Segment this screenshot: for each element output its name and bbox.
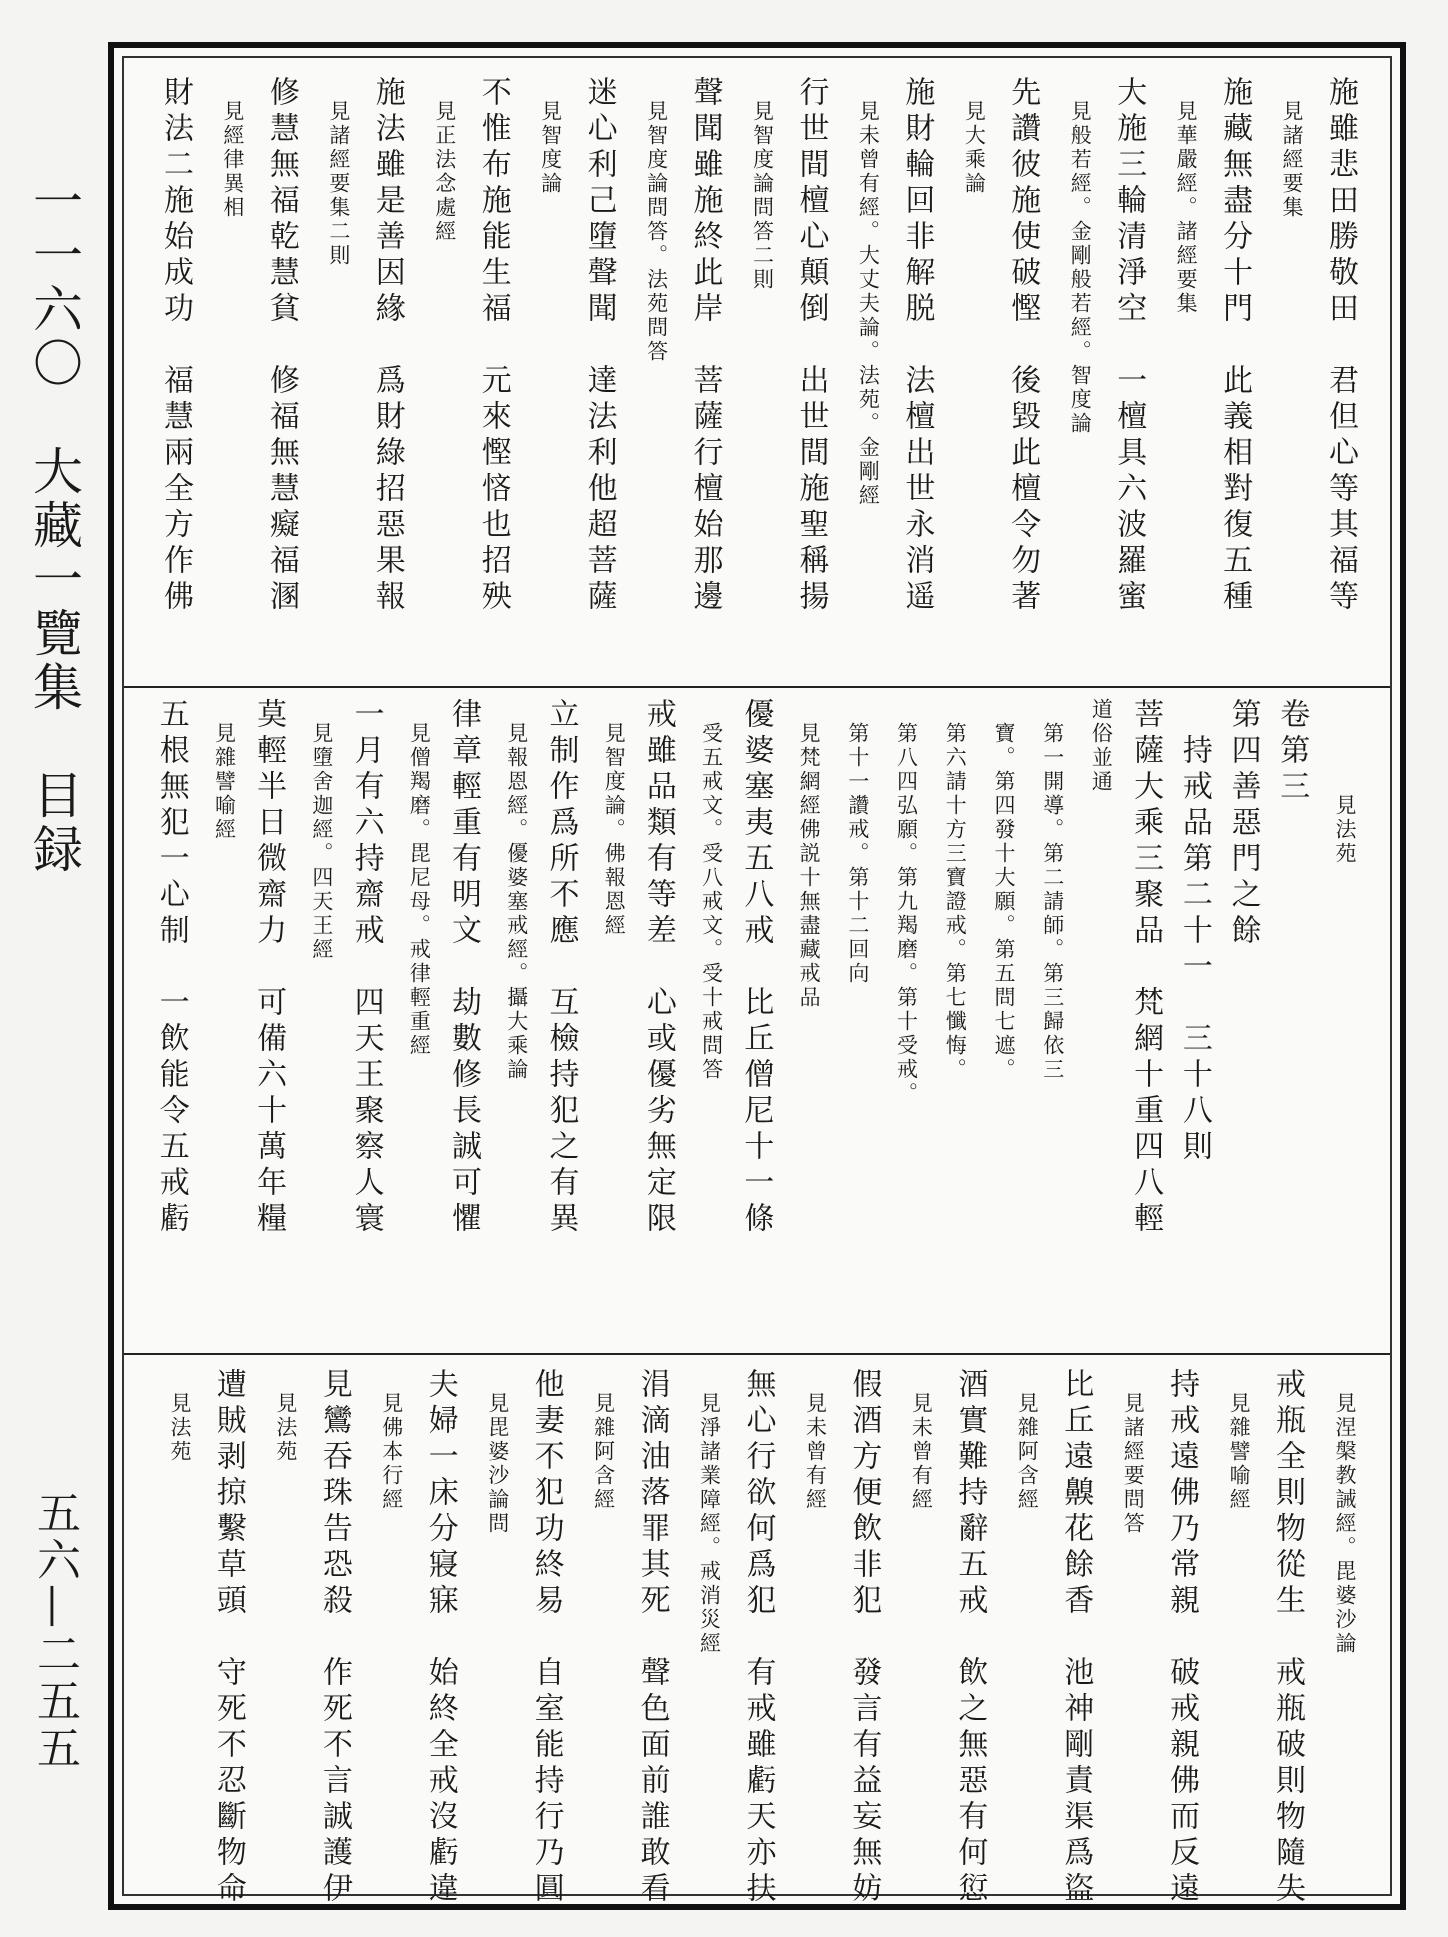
text-column-note: 見僧羯磨。毘尼母。戒律輕重經 [407,698,432,1058]
text-column-main: 施法雖是善因緣 爲財綠招惡果報 [369,76,405,616]
text-column-main: 他妻不犯功終易 自室能持行乃圓 [528,1368,564,1908]
text-column-main: 聲聞雖施終此岸 菩薩行檀始那邊 [687,76,723,616]
text-column-main: 一月有六持齋戒 四天王聚察人寰 [348,698,384,1238]
text-column-main: 菩薩大乘三聚品 梵網十重四八輕 [1128,698,1164,1238]
text-column-note: 見法苑 [167,1368,192,1464]
text-column-note: 見諸經要問答 [1121,1368,1146,1536]
text-column-main: 見鸞吞珠告恐殺 作死不言誠護伊 [316,1368,352,1908]
text-column-main: 大施三輪清淨空 一檀具六波羅蜜 [1111,76,1147,616]
text-column-main: 立制作爲所不應 互檢持犯之有異 [543,698,579,1238]
text-column-note: 見毘婆沙論問 [485,1368,510,1536]
text-column-note: 第六請十方三寶證戒。第七懺悔。 [943,698,968,1082]
text-column-main: 酒實難持辭五戒 飲之無惡有何愆 [952,1368,988,1908]
text-column-main: 遭賊剥掠繫草頭 守死不忍斷物命 [210,1368,246,1908]
margin-title: 一一六〇 大藏一覽集 目録 [25,175,83,877]
text-column-main: 假酒方便飲非犯 發言有益妄無妨 [846,1368,882,1908]
text-column-note: 第十一讚戒。第十二回向 [845,698,870,986]
text-column-note: 見涅槃教誡經。毘婆沙論 [1333,1368,1357,1656]
text-column-main: 持戒遠佛乃常親 破戒親佛而反遠 [1164,1368,1200,1908]
text-column-note: 見墮舍迦經。四天王經 [309,698,334,962]
text-column-main: 夫婦一床分寢寐 始終全戒沒虧違 [422,1368,458,1908]
text-column-note: 見智度論 [538,76,563,196]
page-frame-inner [122,56,1392,1908]
text-column-note: 第一開導。第二請師。第三歸依三 [1040,698,1065,1082]
upper-divider [124,686,1390,688]
text-column-main: 施雖悲田勝敬田 君但心等其福等 [1323,76,1358,616]
text-column-main: 施藏無盡分十門 此義相對復五種 [1217,76,1253,616]
text-column-main: 持戒品第二十一 三十八則 [1176,698,1212,1166]
text-column-note: 見報恩經。優婆塞戒經。攝大乘論 [504,698,529,1082]
text-column-note: 見淨諸業障經。戒消災經 [697,1368,722,1656]
text-column-note: 見雜阿含經 [1015,1368,1040,1512]
margin-page-number: 五六—二五五 [29,1490,80,1772]
text-column-note: 見未曾有經。大丈夫論。法苑。金剛經 [856,76,881,508]
text-column-note: 見經律異相 [220,76,245,220]
lower-divider [124,1353,1390,1355]
upper-section [124,76,1390,676]
text-column-note: 見未曾有經 [803,1368,828,1512]
text-column-note: 見智度論問答二則 [750,76,775,292]
text-column-note: 見般若經。金剛般若經。智度論 [1068,76,1093,436]
middle-section [124,698,1390,1343]
text-column-note: 見正法念處經 [432,76,457,244]
text-column-note: 見智度論問答。法苑問答 [644,76,669,364]
text-column-note: 見諸經要集二則 [326,76,351,268]
text-column-note: 道俗並通 [1089,698,1114,794]
text-column-note: 見雜阿含經 [591,1368,616,1512]
text-column-main: 不惟布施能生福 元來慳悋也招殃 [475,76,511,616]
text-column-note: 見智度論。佛報恩經 [602,698,627,938]
text-column-main: 莫輕半日微齋力 可備六十萬年糧 [251,698,287,1238]
text-column-main: 財法二施始成功 福慧兩全方作佛 [157,76,193,616]
text-column-main: 涓滴油落罪其死 聲色面前誰敢看 [634,1368,670,1908]
page-frame [108,42,1406,1910]
text-column-note: 見諸經要集 [1280,76,1305,220]
text-column-note: 見梵網經佛説十無盡藏戒品 [797,698,822,1010]
text-column-note: 見法苑 [273,1368,298,1464]
text-column-main: 卷第三 [1274,698,1310,806]
text-column-note: 見大乘論 [962,76,987,196]
text-column-note: 見華嚴經。諸經要集 [1174,76,1199,316]
text-column-main: 無心行欲何爲犯 有戒雖虧天亦扶 [740,1368,776,1908]
text-column-main: 優婆塞夷五八戒 比丘僧尼十一條 [738,698,774,1238]
text-column-main: 五根無犯一心制 一飲能令五戒虧 [153,698,189,1238]
text-column-note: 第八四弘願。第九羯磨。第十受戒。 [894,698,919,1106]
text-column-main: 第四善惡門之餘 [1225,698,1261,950]
text-column-note: 見佛本行經 [379,1368,404,1512]
text-column-note: 寶。第四發十大願。第五問七遮。 [991,698,1016,1082]
text-column-main: 修慧無福乾慧貧 修福無慧癡福溷 [263,76,299,616]
text-column-note: 見雜譬喻經 [212,698,237,842]
text-column-main: 律章輕重有明文 劫數修長誠可懼 [446,698,482,1238]
lower-section [124,1368,1390,1908]
text-column-main: 戒雖品類有等差 心或優劣無定限 [640,698,676,1238]
text-column-note: 見未曾有經 [909,1368,934,1512]
text-column-main: 比丘遠齅花餘香 池神剛責渠爲盜 [1058,1368,1094,1908]
text-column-main: 施財輪回非解脱 法檀出世永消遥 [899,76,935,616]
text-column-note: 見雜譬喻經 [1227,1368,1252,1512]
text-column-note: 受五戒文。受八戒文。受十戒問答 [699,698,724,1082]
text-column-main: 行世間檀心顛倒 出世間施聖稱揚 [793,76,829,616]
text-column-main: 戒瓶全則物從生 戒瓶破則物隨失 [1270,1368,1306,1908]
text-column-note: 見法苑 [1333,698,1357,866]
text-column-main: 先讚彼施使破慳 後毀此檀令勿著 [1005,76,1041,616]
text-column-main: 迷心利己墮聲聞 達法利他超菩薩 [581,76,617,616]
